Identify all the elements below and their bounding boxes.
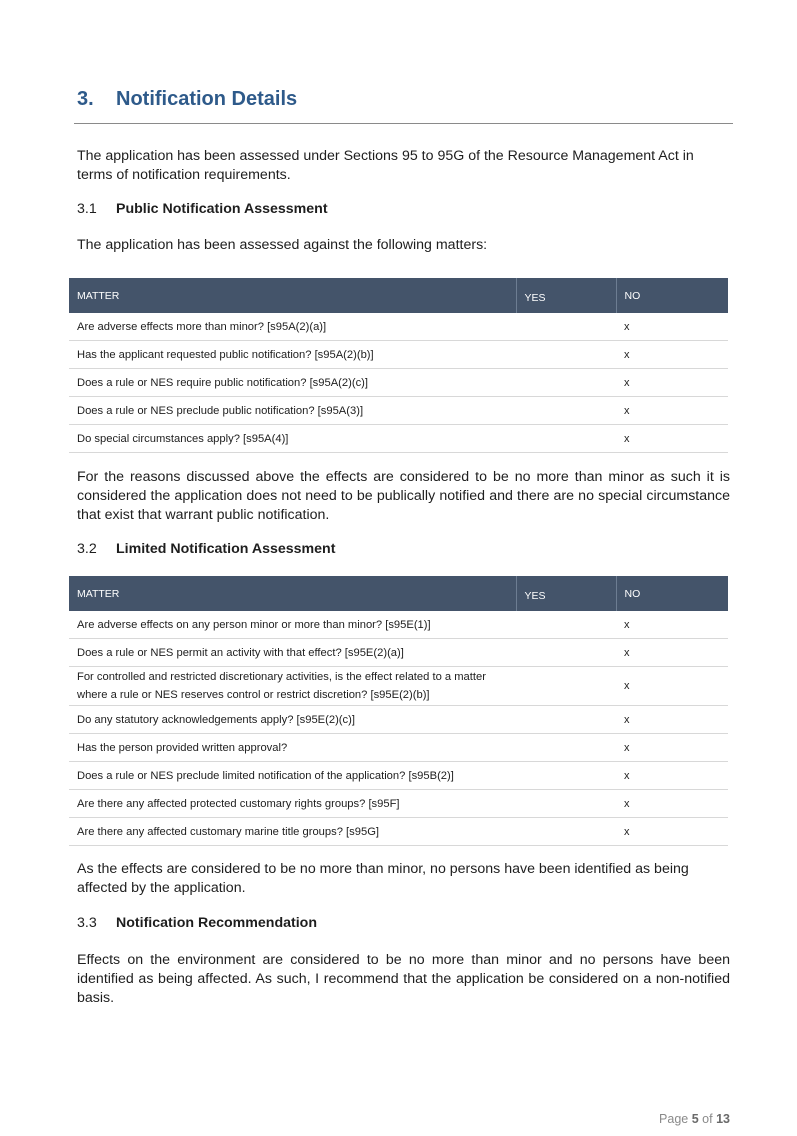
public-conclusion-paragraph: For the reasons discussed above the effects are considered to be no more than minor as such it is considered the application does not need to be publically notified and there are no special circumstance that exist that warrant public notification. bbox=[77, 469, 730, 523]
table-row bbox=[69, 611, 728, 639]
table-row bbox=[69, 706, 728, 734]
column-header-matter: MATTER bbox=[69, 278, 516, 313]
limited-assessment-heading bbox=[77, 540, 335, 558]
page-of-label: of bbox=[702, 1112, 713, 1126]
no-cell: x bbox=[616, 341, 728, 369]
matter-cell: Do any statutory acknowledgements apply? [s95E(2)(c)] bbox=[69, 706, 516, 734]
table-header-row bbox=[69, 278, 728, 313]
table-row bbox=[69, 341, 728, 369]
public-assessment-heading bbox=[77, 200, 328, 218]
table-header-row bbox=[69, 576, 728, 611]
column-header-matter: MATTER bbox=[69, 576, 516, 611]
recommendation-heading bbox=[77, 914, 317, 932]
matter-cell: For controlled and restricted discretionary activities, is the effect related to a matter where a rule or NES reserves control or restrict discretion? [s95E(2)(b)] bbox=[69, 667, 516, 706]
matter-cell: Are adverse effects on any person minor or more than minor? [s95E(1)] bbox=[69, 611, 516, 639]
yes-cell bbox=[516, 667, 616, 706]
matter-cell: Are there any affected customary marine title groups? [s95G] bbox=[69, 818, 516, 846]
matter-cell: Has the person provided written approval? bbox=[69, 734, 516, 762]
no-cell: x bbox=[616, 790, 728, 818]
no-cell: x bbox=[616, 639, 728, 667]
matter-cell: Are there any affected protected customary rights groups? [s95F] bbox=[69, 790, 516, 818]
table-row bbox=[69, 397, 728, 425]
no-cell: x bbox=[616, 818, 728, 846]
no-cell: x bbox=[616, 762, 728, 790]
limited-notification-table bbox=[69, 576, 728, 846]
subsection-title: Public Notification Assessment bbox=[116, 201, 328, 217]
table-row bbox=[69, 790, 728, 818]
column-header-no: NO bbox=[616, 576, 728, 611]
matter-cell: Do special circumstances apply? [s95A(4)] bbox=[69, 425, 516, 453]
section-title: Notification Details bbox=[116, 88, 298, 110]
yes-cell bbox=[516, 611, 616, 639]
public-lead-paragraph: The application has been assessed against the following matters: bbox=[77, 237, 488, 253]
table-row bbox=[69, 818, 728, 846]
column-header-no: NO bbox=[616, 278, 728, 313]
table-row bbox=[69, 734, 728, 762]
table-row bbox=[69, 369, 728, 397]
table-row bbox=[69, 762, 728, 790]
matter-cell: Has the applicant requested public notification? [s95A(2)(b)] bbox=[69, 341, 516, 369]
column-header-yes: YES bbox=[516, 576, 616, 611]
subsection-number: 3.3 bbox=[77, 915, 97, 931]
section-number: 3. bbox=[77, 88, 94, 110]
page-label: Page bbox=[659, 1112, 689, 1126]
matter-cell: Does a rule or NES require public notification? [s95A(2)(c)] bbox=[69, 369, 516, 397]
yes-cell bbox=[516, 734, 616, 762]
recommendation-paragraph: Effects on the environment are considered to be no more than minor and no persons have been identified as being affected. As such, I recommend that the application be considered on a non-notified basis. bbox=[77, 952, 730, 1006]
current-page: 5 bbox=[691, 1112, 699, 1126]
matter-cell: Does a rule or NES preclude limited notification of the application? [s95B(2)] bbox=[69, 762, 516, 790]
yes-cell bbox=[516, 313, 616, 341]
no-cell: x bbox=[616, 397, 728, 425]
no-cell: x bbox=[616, 611, 728, 639]
page-number-footer bbox=[659, 1112, 730, 1126]
yes-cell bbox=[516, 369, 616, 397]
yes-cell bbox=[516, 397, 616, 425]
yes-cell bbox=[516, 762, 616, 790]
subsection-number: 3.1 bbox=[77, 201, 97, 217]
no-cell: x bbox=[616, 706, 728, 734]
table-row bbox=[69, 425, 728, 453]
public-notification-table bbox=[69, 278, 728, 453]
subsection-title: Limited Notification Assessment bbox=[116, 541, 336, 557]
heading-divider bbox=[74, 123, 733, 124]
subsection-title: Notification Recommendation bbox=[116, 915, 318, 931]
no-cell: x bbox=[616, 425, 728, 453]
no-cell: x bbox=[616, 667, 728, 706]
yes-cell bbox=[516, 341, 616, 369]
matter-cell: Does a rule or NES permit an activity with that effect? [s95E(2)(a)] bbox=[69, 639, 516, 667]
yes-cell bbox=[516, 639, 616, 667]
no-cell: x bbox=[616, 313, 728, 341]
table-row bbox=[69, 667, 728, 706]
yes-cell bbox=[516, 425, 616, 453]
intro-paragraph: The application has been assessed under Sections 95 to 95G of the Resource Management Act in terms of notification requirements. bbox=[77, 148, 694, 183]
column-header-yes: YES bbox=[516, 278, 616, 313]
table-row bbox=[69, 313, 728, 341]
yes-cell bbox=[516, 790, 616, 818]
yes-cell bbox=[516, 706, 616, 734]
yes-cell bbox=[516, 818, 616, 846]
no-cell: x bbox=[616, 734, 728, 762]
subsection-number: 3.2 bbox=[77, 541, 97, 557]
section-heading bbox=[77, 88, 297, 111]
table-row bbox=[69, 639, 728, 667]
matter-cell: Are adverse effects more than minor? [s95A(2)(a)] bbox=[69, 313, 516, 341]
matter-cell: Does a rule or NES preclude public notification? [s95A(3)] bbox=[69, 397, 516, 425]
total-pages: 13 bbox=[716, 1112, 730, 1126]
no-cell: x bbox=[616, 369, 728, 397]
limited-conclusion-paragraph: As the effects are considered to be no more than minor, no persons have been identified as being affected by the application. bbox=[77, 861, 689, 896]
